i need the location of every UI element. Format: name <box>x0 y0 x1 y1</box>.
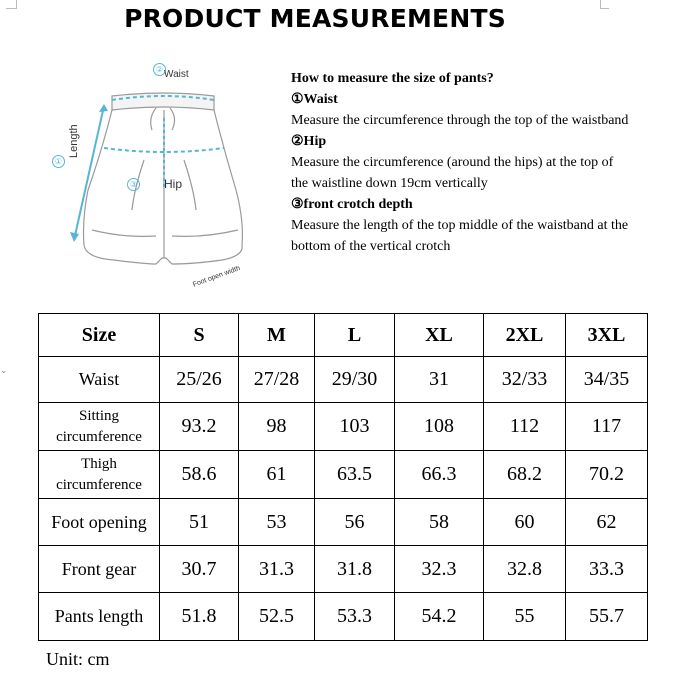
table-cell: 34/35 <box>566 357 648 403</box>
foot-open-width-label: Foot open width <box>192 264 242 289</box>
header-cell: S <box>160 314 239 357</box>
instruction-text: the waistline down 19cm vertically <box>291 176 488 191</box>
header-cell: M <box>239 314 315 357</box>
instruction-title-waist: ①Waist <box>291 92 338 107</box>
table-row <box>39 593 648 641</box>
table-header-row <box>39 314 648 357</box>
table-cell: 31.3 <box>239 546 315 593</box>
table-row <box>39 451 648 499</box>
table-cell: 30.7 <box>160 546 239 593</box>
table-cell: 31 <box>395 357 484 403</box>
row-label-line: Sitting <box>78 407 119 424</box>
row-label: Pants length <box>39 593 160 641</box>
table-cell: 27/28 <box>239 357 315 403</box>
instruction-title-hip: ②Hip <box>291 134 327 149</box>
hip-label: Hip <box>164 177 183 191</box>
table-cell: 55.7 <box>566 593 648 641</box>
table-cell: 31.8 <box>315 546 395 593</box>
table-cell: 32.8 <box>484 546 566 593</box>
unit-note: Unit: cm <box>46 649 110 669</box>
header-cell: 2XL <box>484 314 566 357</box>
row-label <box>39 451 160 499</box>
instruction-title-crotch: ③front crotch depth <box>291 197 413 212</box>
table-row <box>39 403 648 451</box>
size-table <box>38 313 648 641</box>
page-title: PRODUCT MEASUREMENTS <box>124 4 506 33</box>
table-cell: 103 <box>315 403 395 451</box>
header-cell: L <box>315 314 395 357</box>
table-cell: 60 <box>484 499 566 546</box>
table-cell: 63.5 <box>315 451 395 499</box>
table-row <box>39 357 648 403</box>
shorts-diagram <box>44 60 284 295</box>
table-cell: 25/26 <box>160 357 239 403</box>
table-cell: 62 <box>566 499 648 546</box>
instruction-text: Measure the circumference (around the hips) at the top of <box>291 155 614 170</box>
table-cell: 32.3 <box>395 546 484 593</box>
table-cell: 55 <box>484 593 566 641</box>
table-cell: 93.2 <box>160 403 239 451</box>
instruction-text: Measure the circumference through the top of the waistband <box>291 113 629 128</box>
waist-label: Waist <box>164 69 189 80</box>
table-cell: 112 <box>484 403 566 451</box>
length-label: Length <box>68 124 80 158</box>
table-cell: 52.5 <box>239 593 315 641</box>
table-cell: 29/30 <box>315 357 395 403</box>
header-cell: 3XL <box>566 314 648 357</box>
table-row <box>39 499 648 546</box>
instruction-text: bottom of the vertical crotch <box>291 239 451 254</box>
table-cell: 56 <box>315 499 395 546</box>
number-badge: ② <box>153 63 166 76</box>
chevron-icon[interactable]: ⌄ <box>0 366 8 376</box>
table-cell: 53.3 <box>315 593 395 641</box>
table-cell: 61 <box>239 451 315 499</box>
number-badge: ① <box>52 155 65 168</box>
table-cell: 33.3 <box>566 546 648 593</box>
table-cell: 58.6 <box>160 451 239 499</box>
row-label: Front gear <box>39 546 160 593</box>
table-cell: 117 <box>566 403 648 451</box>
table-cell: 108 <box>395 403 484 451</box>
table-cell: 32/33 <box>484 357 566 403</box>
measurement-instructions <box>291 68 681 257</box>
table-cell: 51 <box>160 499 239 546</box>
number-badge: ③ <box>127 178 140 191</box>
table-cell: 58 <box>395 499 484 546</box>
table-cell: 51.8 <box>160 593 239 641</box>
row-label-line: circumference <box>56 428 142 445</box>
header-cell: Size <box>39 314 160 357</box>
table-cell: 53 <box>239 499 315 546</box>
header-cell: XL <box>395 314 484 357</box>
row-label <box>39 403 160 451</box>
table-row <box>39 546 648 593</box>
table-cell: 68.2 <box>484 451 566 499</box>
row-label-line: Thigh <box>81 455 117 472</box>
table-cell: 98 <box>239 403 315 451</box>
row-label: Waist <box>39 357 160 403</box>
row-label: Foot opening <box>39 499 160 546</box>
row-label-line: circumference <box>56 476 142 493</box>
table-cell: 70.2 <box>566 451 648 499</box>
instructions-heading: How to measure the size of pants? <box>291 71 494 86</box>
instruction-text: Measure the length of the top middle of the waistband at the <box>291 218 629 233</box>
table-cell: 54.2 <box>395 593 484 641</box>
table-cell: 66.3 <box>395 451 484 499</box>
